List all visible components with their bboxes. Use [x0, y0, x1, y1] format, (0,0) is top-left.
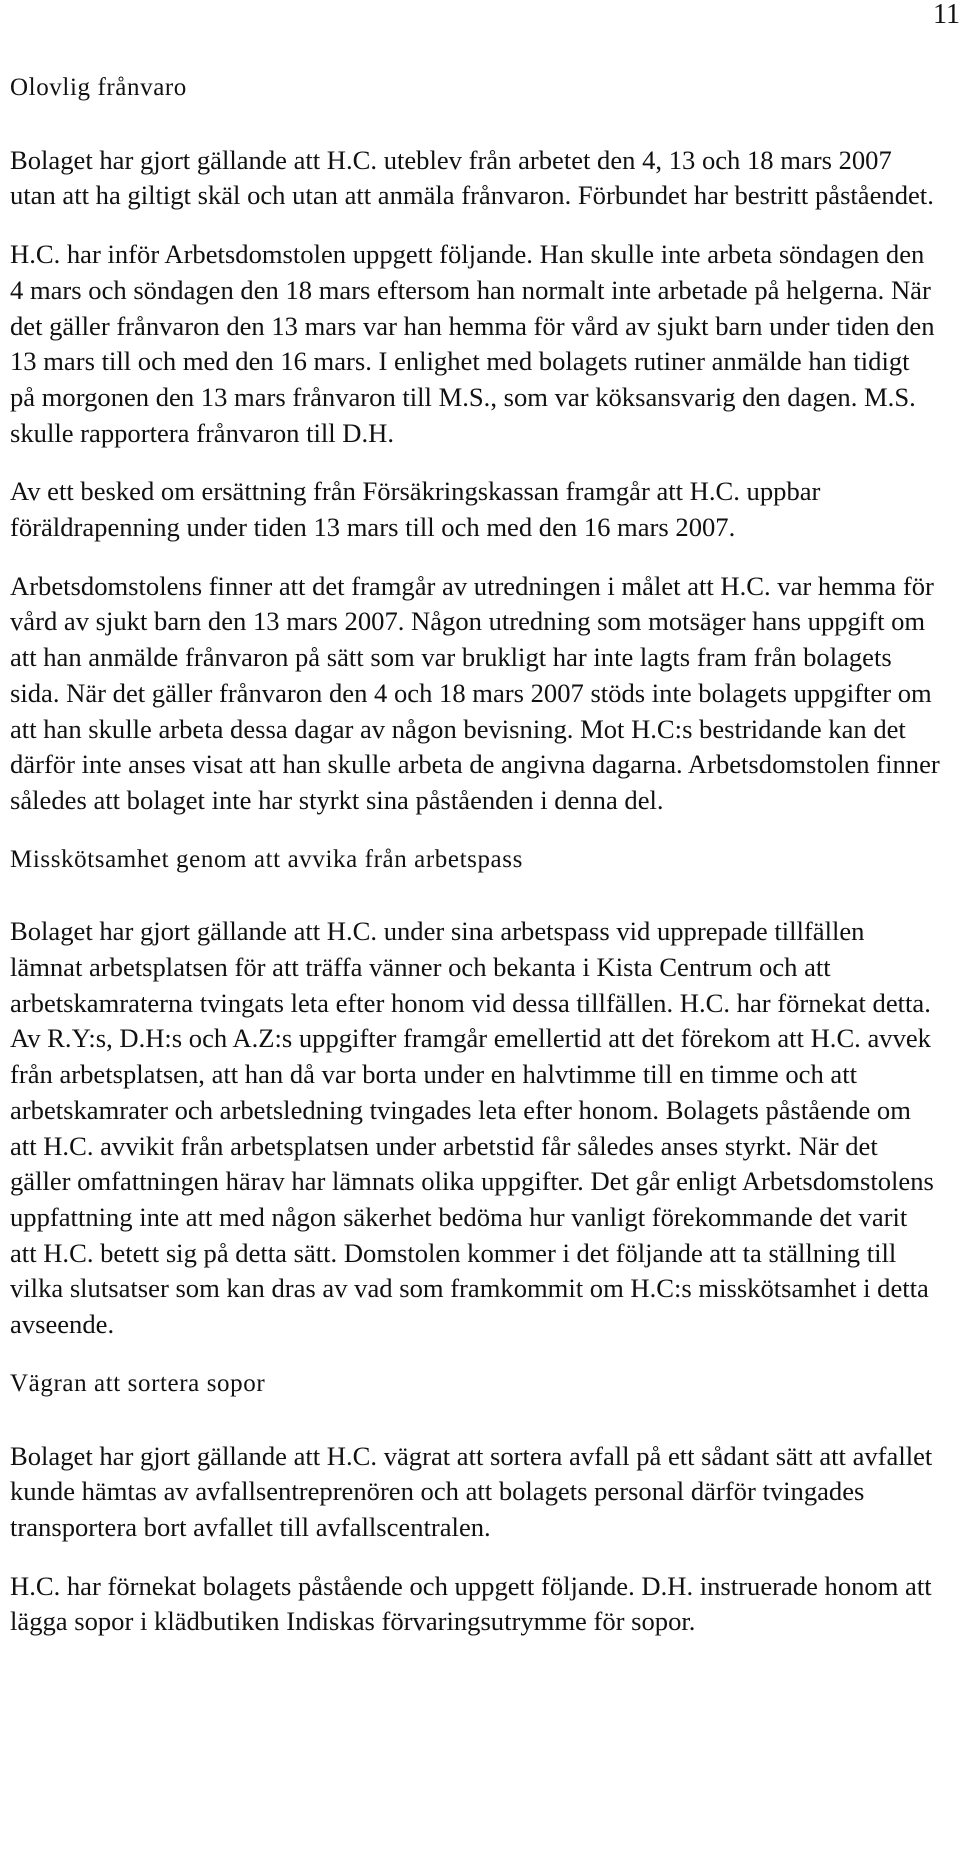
- section-misskotsamhet: [10, 842, 940, 1343]
- paragraph: H.C. har inför Arbetsdomstolen uppgett följande. Han skulle inte arbeta söndagen den 4 mars och söndagen den 18 mars eftersom han normalt inte arbetade på helgerna. När det gäller frånvaron den 13 mars var han hemma för vård av sjukt barn under tiden den 13 mars till och med den 16 mars. I enlighet med bolagets rutiner anmälde han tidigt på morgonen den 13 mars frånvaron till M.S., som var köksansvarig den dagen. M.S. skulle rapportera frånvaron till D.H.: [10, 239, 935, 448]
- section-heading: Vägran att sortera sopor: [10, 1369, 266, 1397]
- paragraph: Arbetsdomstolens finner att det framgår av utredningen i målet att H.C. var hemma för vård av sjukt barn den 13 mars 2007. Någon utredning som motsäger hans uppgift om att han anmälde frånvaron på sätt som var brukligt har inte lagts fram från bolagets sida. När det gäller frånvaron den 4 och 18 mars 2007 stöds inte bolagets uppgifter om att han skulle arbeta dessa dagar av någon bevisning. Mot H.C:s bestridande kan det därför inte anses visat att han skulle arbeta de angivna dagarna. Arbetsdomstolen finner således att bolaget inte har styrkt sina påståenden i denna del.: [10, 570, 940, 815]
- section-olovlig-franvaro: [10, 70, 940, 819]
- page-number: 11: [933, 0, 960, 30]
- section-heading: Misskötsamhet genom att avvika från arbetspass: [10, 845, 523, 873]
- section-heading: Olovlig frånvaro: [10, 74, 187, 101]
- section-vagran-sortera-sopor: [10, 1366, 940, 1640]
- paragraph: Bolaget har gjort gällande att H.C. uteblev från arbetet den 4, 13 och 18 mars 2007 utan att ha giltigt skäl och utan att anmäla frånvaron. Förbundet har bestritt påståendet.: [10, 144, 934, 211]
- document-body: [10, 70, 940, 1663]
- paragraph: H.C. har förnekat bolagets påstående och uppgett följande. D.H. instruerade honom att lägga sopor i klädbutiken Indiskas förvaringsutrymme för sopor.: [10, 1570, 932, 1637]
- paragraph: Bolaget har gjort gällande att H.C. under sina arbetspass vid upprepade tillfällen lämnat arbetsplatsen för att träffa vänner och bekanta i Kista Centrum och att arbetskamraterna tvingats leta efter honom vid dessa tillfällen. H.C. har förnekat detta. Av R.Y:s, D.H:s och A.Z:s uppgifter framgår emellertid att det förekom att H.C. avvek från arbetsplatsen, att han då var borta under en halvtimme till en timme och att arbetskamrater och arbetsledning tvingades leta efter honom. Bolagets påstående om att H.C. avvikit från arbetsplatsen under arbetstid får således anses styrkt. När det gäller omfattningen härav har lämnats olika uppgifter. Det går enligt Arbetsdomstolens uppfattning inte att med någon säkerhet bedöma hur vanligt förekommande det varit att H.C. betett sig på detta sätt. Domstolen kommer i det följande att ta ställning till vilka slutsatser som kan dras av vad som framkommit om H.C:s misskötsamhet i detta avseende.: [10, 916, 934, 1340]
- paragraph: Av ett besked om ersättning från Försäkringskassan framgår att H.C. uppbar föräldrapenning under tiden 13 mars till och med den 16 mars 2007.: [10, 476, 821, 543]
- paragraph: Bolaget har gjort gällande att H.C. vägrat att sortera avfall på ett sådant sätt att avfallet kunde hämtas av avfallsentreprenören och att bolagets personal därför tvingades transportera bort avfallet till avfallscentralen.: [10, 1440, 933, 1542]
